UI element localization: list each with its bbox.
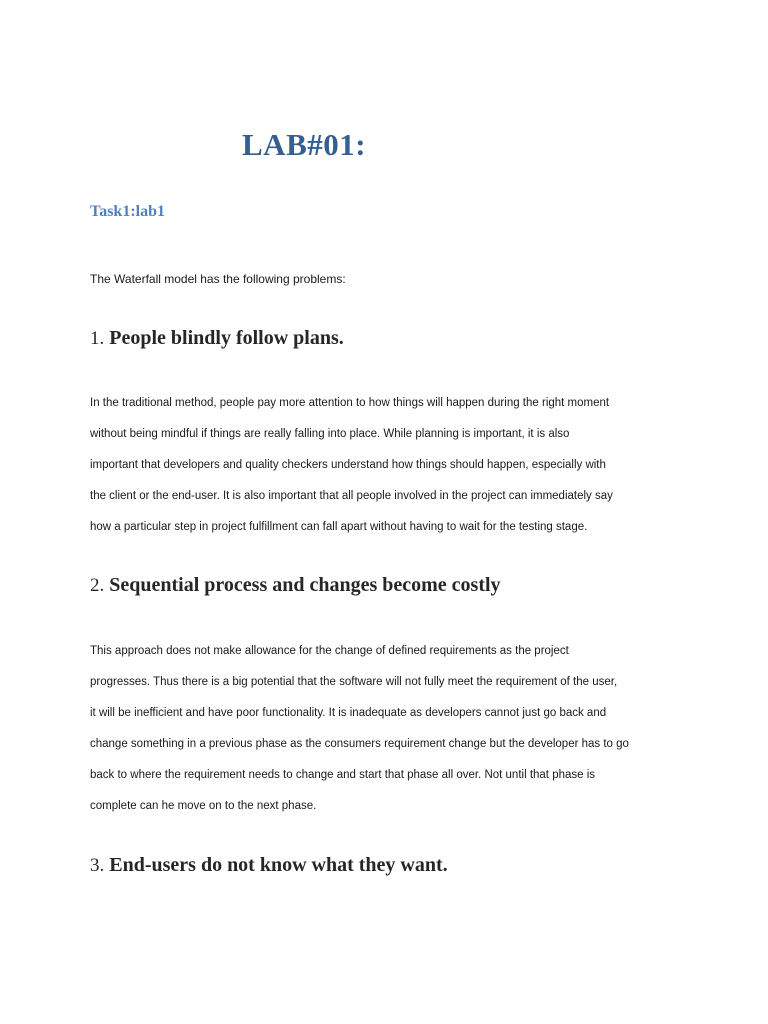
paragraph-line: back to where the requirement needs to change and start that phase all over. Not until that phase is — [90, 769, 596, 781]
section-number-2: 2. — [90, 575, 105, 596]
task-subtitle: Task1:lab1 — [90, 203, 165, 220]
paragraph-line: without being mindful if things are really falling into place. While planning is important, it is also — [90, 428, 570, 440]
paragraph-line: progresses. Thus there is a big potential that the software will not fully meet the requirement of the user, — [90, 676, 618, 688]
section-title-2: Sequential process and changes become costly — [109, 574, 501, 596]
section-paragraph-1 — [90, 394, 690, 549]
section-heading-2 — [90, 571, 501, 600]
paragraph-line: important that developers and quality checkers understand how things should happen, especially with — [90, 459, 606, 471]
paragraph-line: In the traditional method, people pay more attention to how things will happen during the right moment — [90, 397, 610, 409]
paragraph-line: how a particular step in project fulfillment can fall apart without having to wait for the testing stage. — [90, 521, 588, 533]
section-paragraph-2 — [90, 642, 690, 828]
document-title: LAB#01: — [242, 127, 367, 162]
section-number-1: 1. — [90, 328, 105, 349]
paragraph-line: complete can he move on to the next phase. — [90, 800, 317, 812]
intro-text: The Waterfall model has the following problems: — [90, 272, 346, 286]
section-heading-3 — [90, 851, 448, 880]
paragraph-line: it will be inefficient and have poor functionality. It is inadequate as developers cannot just go back and — [90, 707, 607, 719]
section-number-3: 3. — [90, 855, 105, 876]
section-heading-1 — [90, 324, 344, 353]
paragraph-line: the client or the end-user. It is also important that all people involved in the project can immediately say — [90, 490, 613, 502]
section-title-1: People blindly follow plans. — [109, 327, 344, 349]
paragraph-line: This approach does not make allowance for the change of defined requirements as the project — [90, 645, 569, 657]
section-title-3: End-users do not know what they want. — [109, 854, 448, 876]
paragraph-line: change something in a previous phase as the consumers requirement change but the developer has to go — [90, 738, 629, 750]
